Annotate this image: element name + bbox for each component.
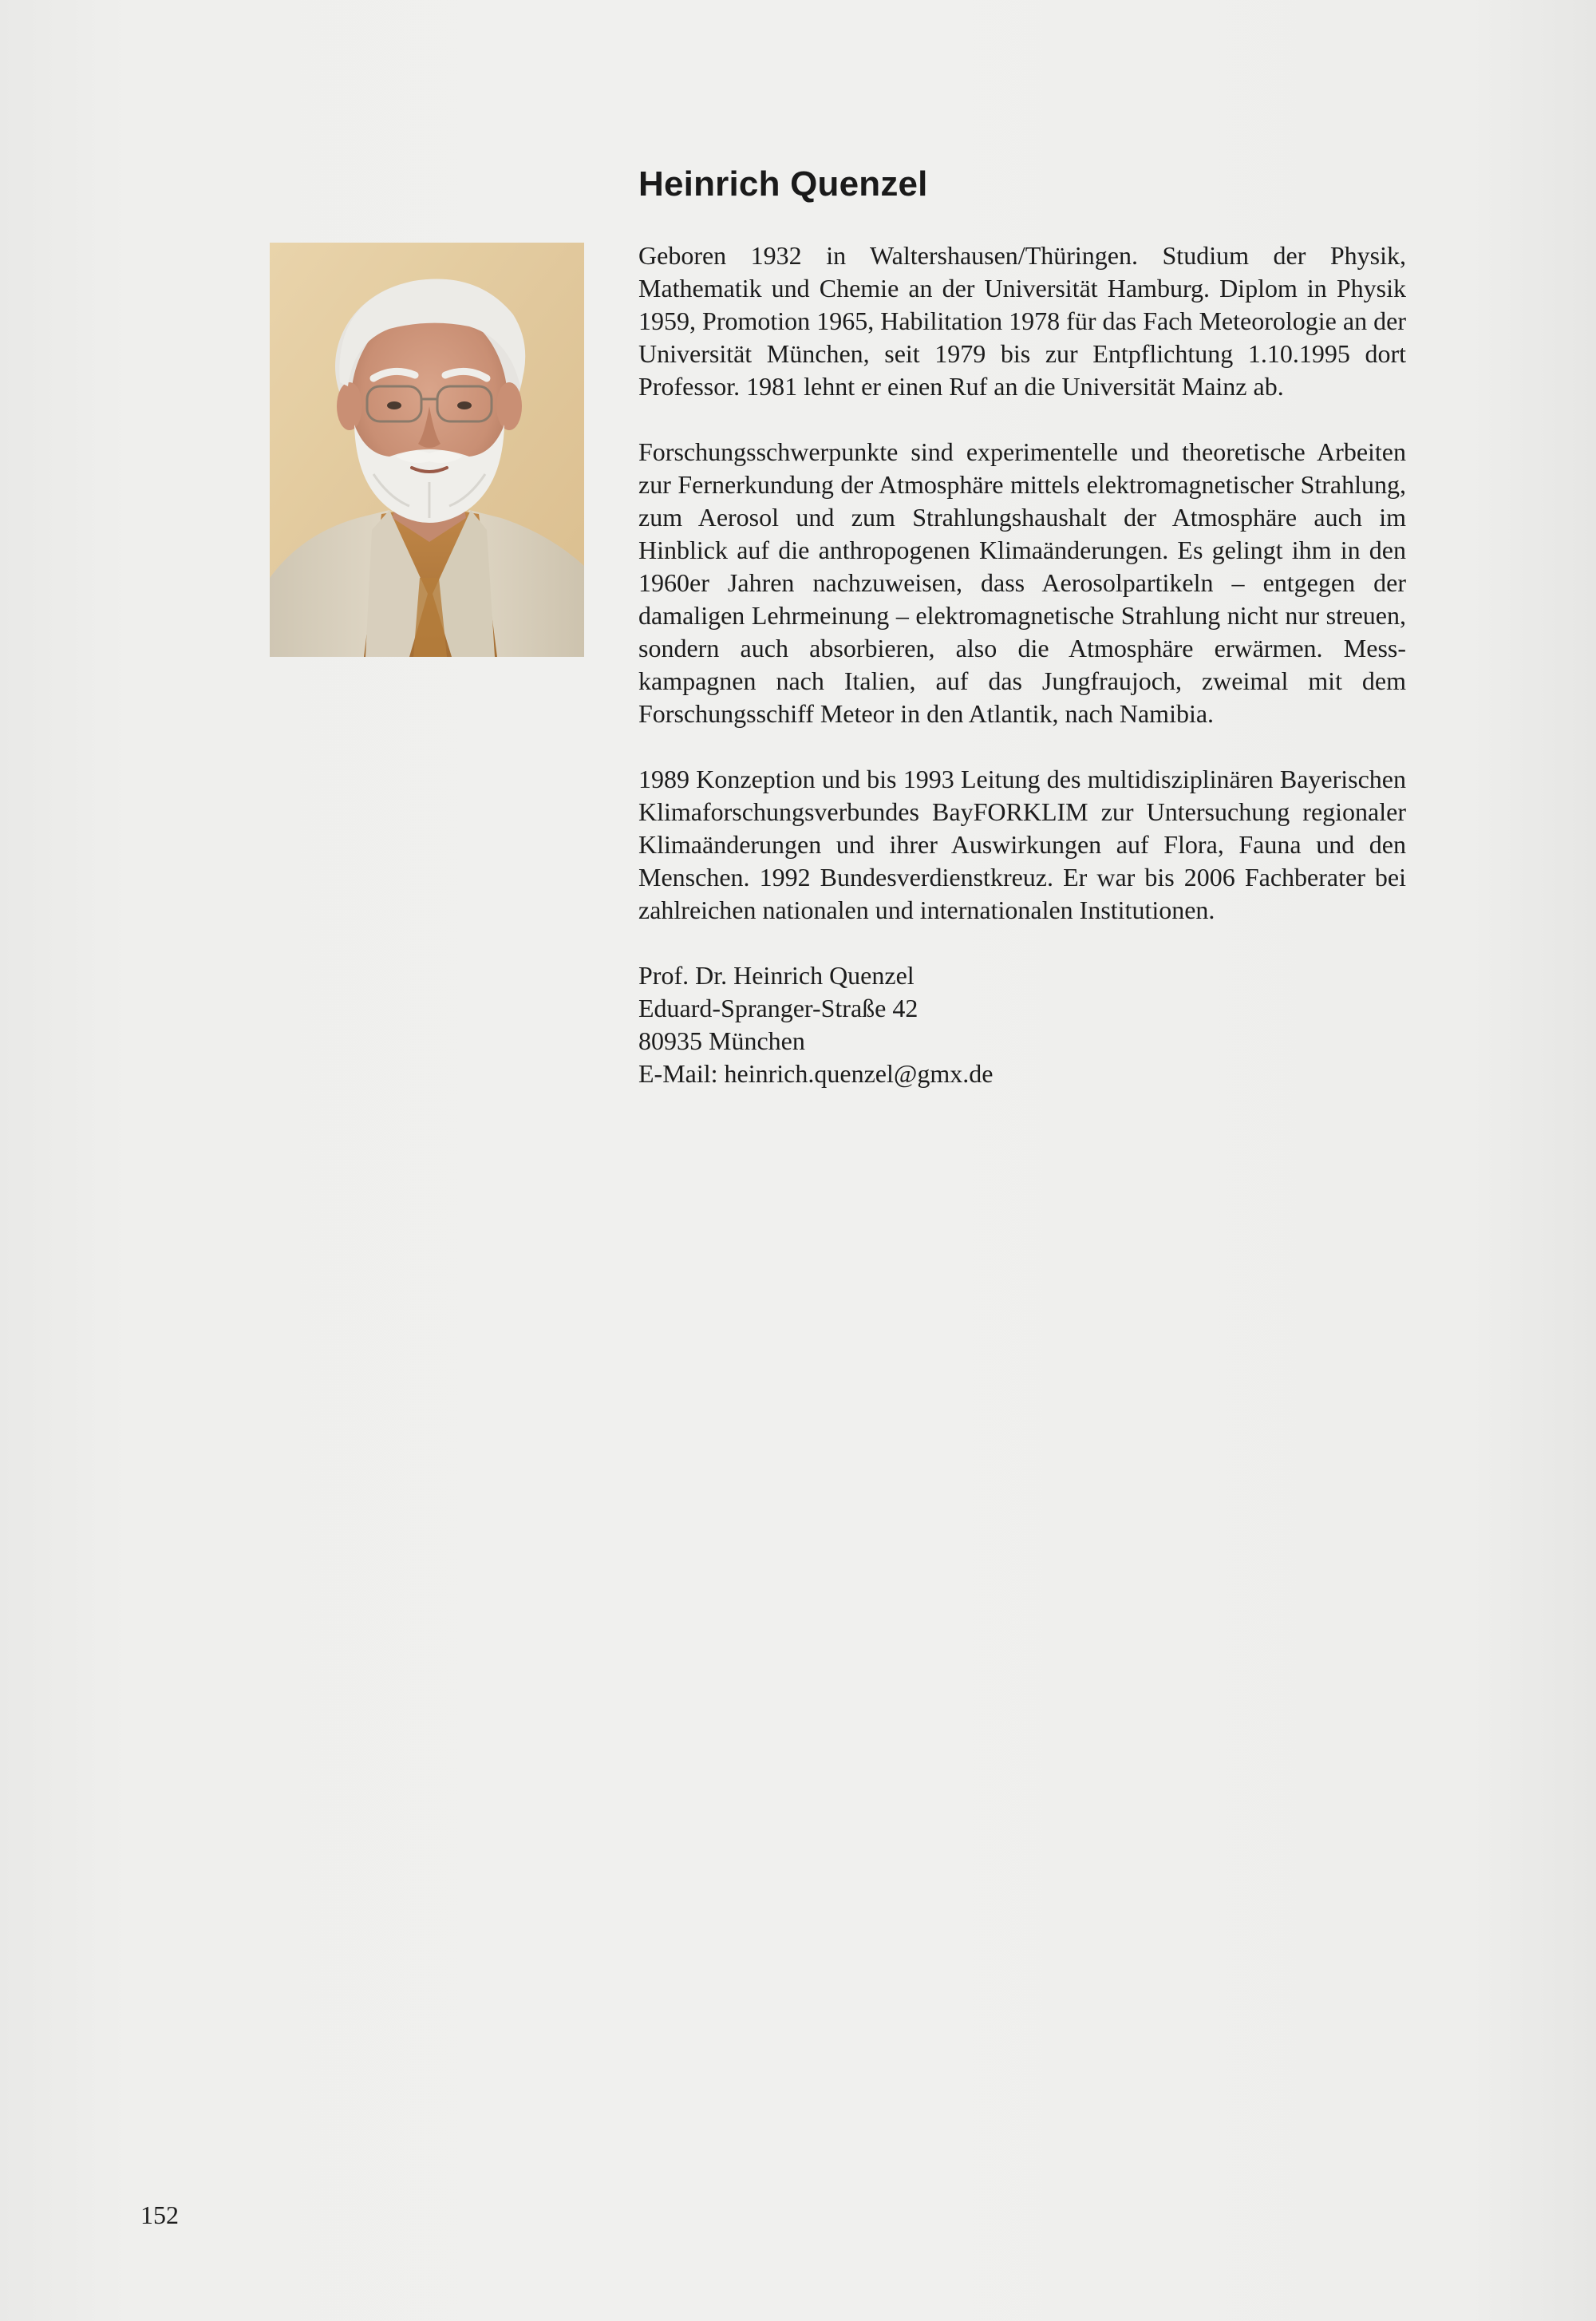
page-number: 152 <box>140 2200 179 2229</box>
contact-name: Prof. Dr. Heinrich Quenzel <box>638 961 915 990</box>
biography-paragraph-career: Geboren 1932 in Waltershausen/Thüringen. Studium der Physik, Mathematik und Chemie an der Universität Hamburg. Diplom in Physik 1959, Promotion 1965, Habilitation 1978 für das Fach Meteorologie an der Universität München, seit 1979 bis zur Entpflichtung 1.10.1995 dort Professor. 1981 lehnt er einen Ruf an die Universität Mainz ab. <box>638 241 1406 401</box>
contact-street: Eduard-Spranger-Straße 42 <box>638 994 918 1022</box>
contact-email: E-Mail: heinrich.quenzel@gmx.de <box>638 1059 994 1088</box>
biography-paragraph-projects: 1989 Konzeption und bis 1993 Leitung des multidisziplinären Bayerischen Klimaforschungsverbundes BayFORKLIM zur Untersuchung regionaler Klimaänderungen und ihrer Auswirkungen auf Flora, Fauna und den Menschen. 1992 Bundesverdienstkreuz. Er war bis 2006 Fachberater bei zahlreichen nationalen und internationalen Institutionen. <box>638 765 1406 924</box>
biography-text <box>638 239 1406 1090</box>
biography-paragraph-research: Forschungsschwerpunkte sind experimentelle und theoretische Arbeiten zur Fernerkundung der Atmosphäre mittels elektromagnetischer Strahlung, zum Aerosol und zum Strahlungshaushalt der Atmosphäre auch im Hinblick auf die anthropogenen Klimaänderungen. Es gelingt ihm in den 1960er Jahren nachzuweisen, dass Aerosolpartikeln – entgegen der damaligen Lehrmeinung – elektromagnetische Strahlung nicht nur streuen, sondern auch absorbieren, also die Atmosphäre erwärmen. Messkampagnen nach Italien, auf das Jungfraujoch, zweimal mit dem Forschungsschiff Meteor in den Atlantik, nach Namibia. <box>638 437 1406 728</box>
page-title: Heinrich Quenzel <box>638 164 928 204</box>
portrait-photo <box>270 243 584 657</box>
contact-city: 80935 München <box>638 1026 805 1055</box>
portrait-photo-icon <box>270 243 584 657</box>
contact-address-block <box>638 959 1406 1090</box>
